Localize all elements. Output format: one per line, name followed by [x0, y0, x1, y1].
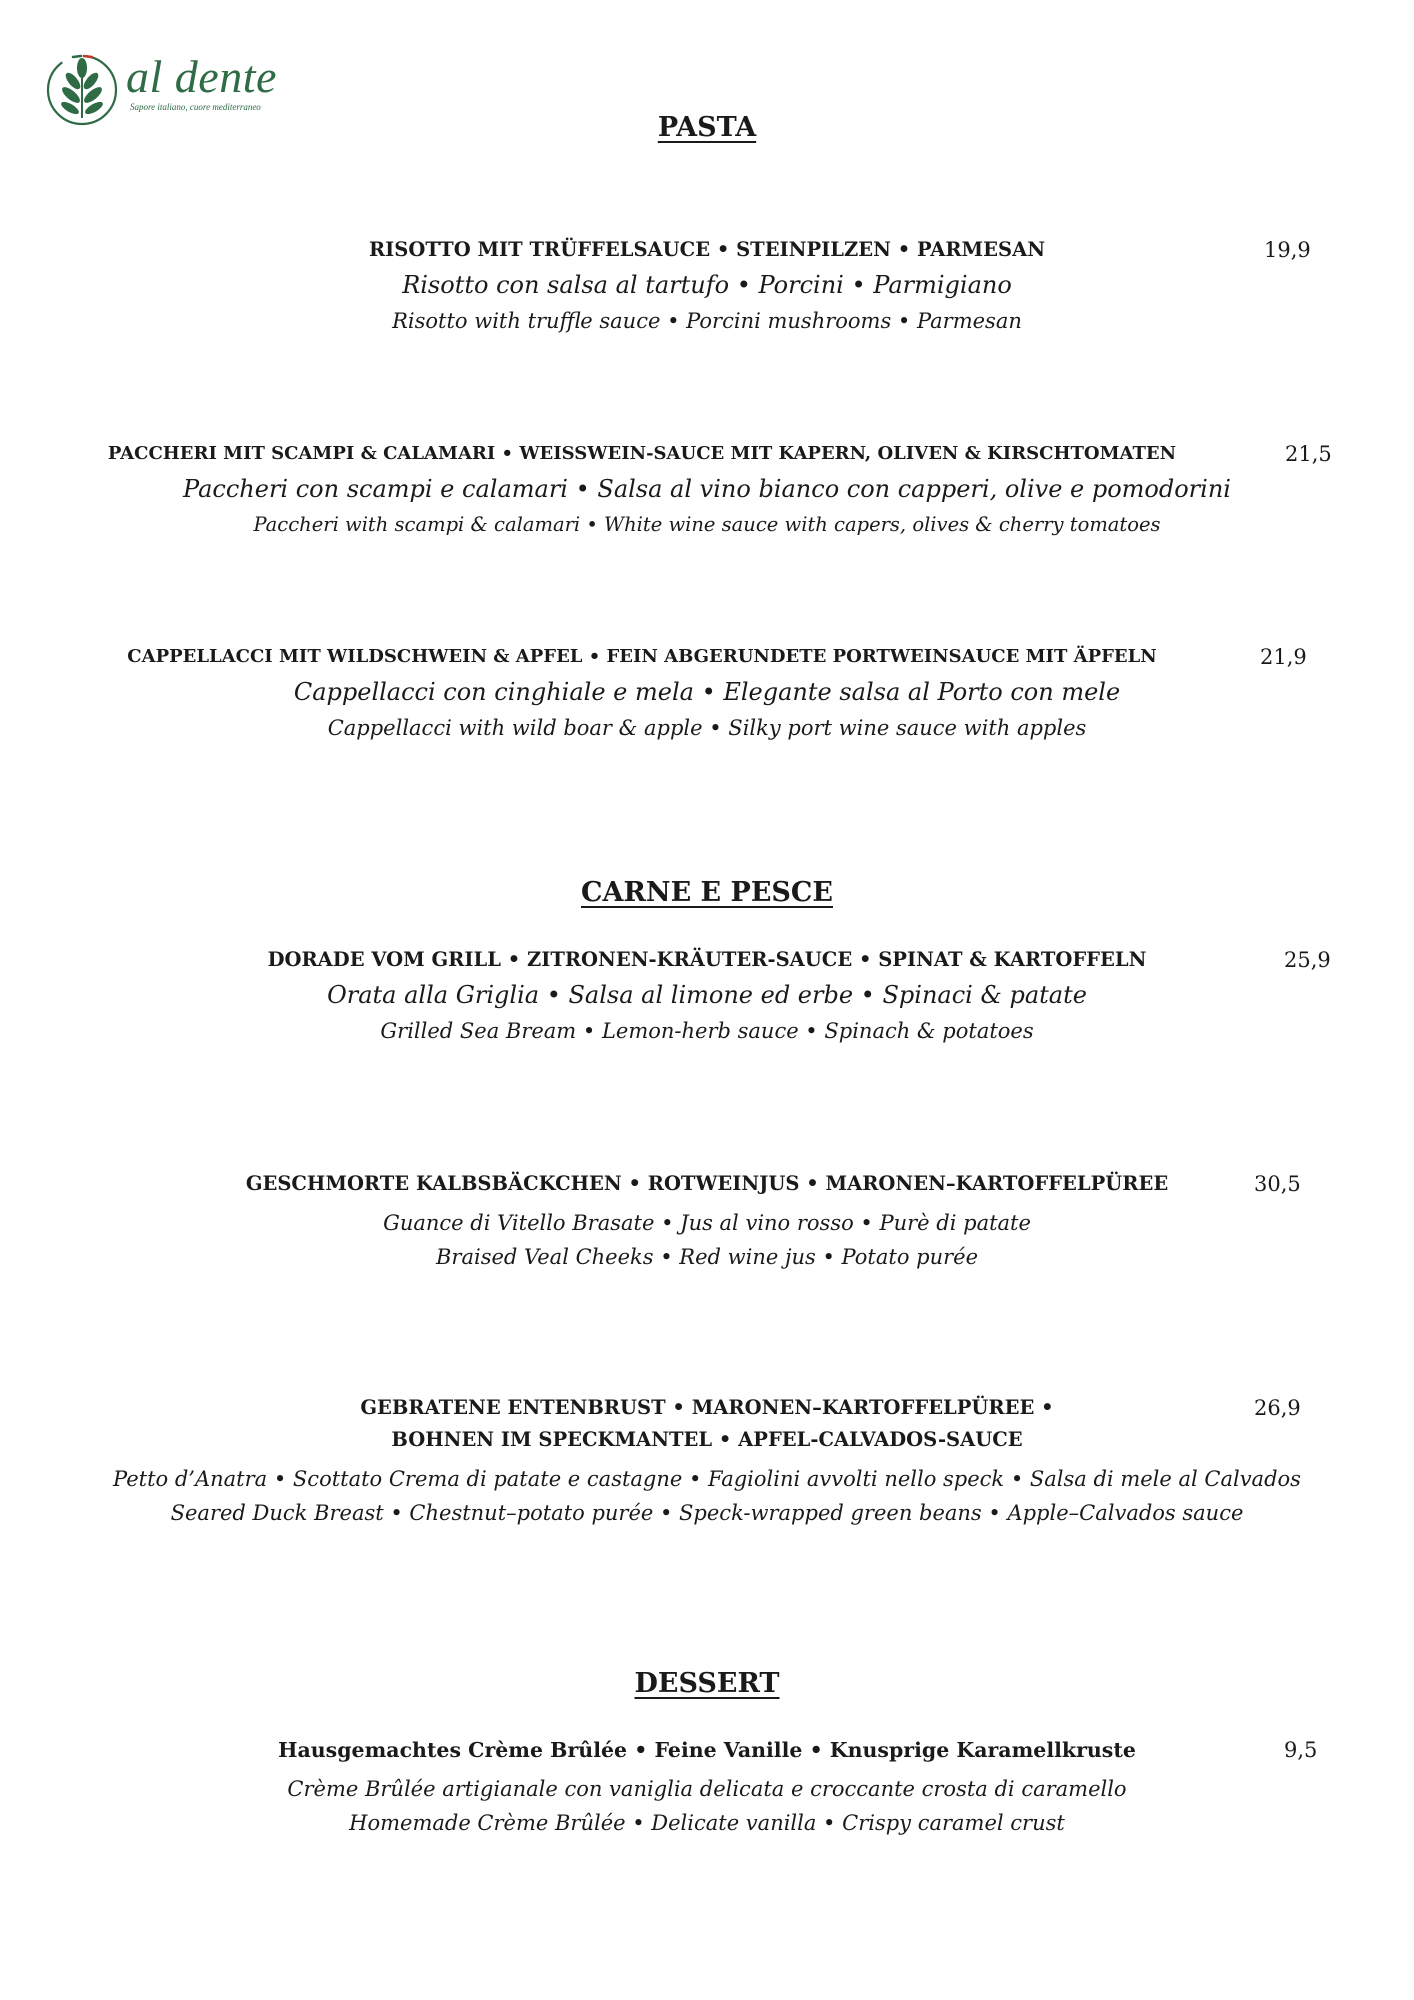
dish-price: 26,9: [1254, 1396, 1301, 1420]
dish-name: GESCHMORTE KALBSBÄCKCHEN • ROTWEINJUS • MARONEN–KARTOFFELPÜREE: [245, 1172, 1169, 1195]
dish-price: 30,5: [1254, 1172, 1301, 1196]
dish-item: [0, 641, 1414, 745]
dish-item: [0, 1734, 1414, 1840]
dish-name: PACCHERI MIT SCAMPI & CALAMARI • WEISSWEIN-SAUCE MIT KAPERN, OLIVEN & KIRSCHTOMATEN: [107, 443, 1177, 464]
dish-name: CAPPELLACCI MIT WILDSCHWEIN & APFEL • FEIN ABGERUNDETE PORTWEINSAUCE MIT ÄPFELN: [127, 646, 1157, 667]
section-title-pasta: PASTA: [657, 112, 757, 143]
dish-item: [0, 1392, 1414, 1530]
dish-item: [0, 1168, 1414, 1274]
dish-italian: Guance di Vitello Brasate • Jus al vino rosso • Purè di patate: [383, 1211, 1031, 1235]
dish-name-line-2: BOHNEN IM SPECKMANTEL • APFEL-CALVADOS-SAUCE: [391, 1428, 1023, 1451]
dish-italian: Crème Brûlée artigianale con vaniglia delicata e croccante crosta di caramello: [287, 1777, 1127, 1801]
dish-english: Seared Duck Breast • Chestnut–potato purée • Speck-wrapped green beans • Apple–Calvados sauce: [170, 1501, 1244, 1525]
dish-price: 21,9: [1260, 645, 1307, 669]
dish-english: Homemade Crème Brûlée • Delicate vanilla • Crispy caramel crust: [349, 1811, 1065, 1835]
dish-italian: Orata alla Griglia • Salsa al limone ed erbe • Spinaci & patate: [327, 981, 1087, 1009]
brand-tagline: Sapore italiano, cuore mediterraneo: [130, 102, 261, 112]
dish-item: [0, 438, 1414, 542]
dish-english: Risotto with truffle sauce • Porcini mushrooms • Parmesan: [392, 309, 1022, 333]
dish-italian: Cappellacci con cinghiale e mela • Elegante salsa al Porto con mele: [293, 678, 1121, 706]
dish-name: DORADE VOM GRILL • ZITRONEN-KRÄUTER-SAUCE • SPINAT & KARTOFFELN: [267, 948, 1147, 971]
dish-price: 21,5: [1285, 442, 1332, 466]
dish-price: 19,9: [1264, 238, 1311, 262]
brand-name: al dente: [126, 51, 277, 102]
dish-english: Braised Veal Cheeks • Red wine jus • Potato purée: [435, 1245, 979, 1269]
dish-item: [0, 944, 1414, 1048]
dish-name: Hausgemachtes Crème Brûlée • Feine Vanille • Knusprige Karamellkruste: [278, 1738, 1136, 1762]
dish-italian: Petto d’Anatra • Scottato Crema di patate e castagne • Fagiolini avvolti nello speck • Salsa di mele al Calvados: [113, 1467, 1301, 1491]
dish-name: RISOTTO MIT TRÜFFELSAUCE • STEINPILZEN • PARMESAN: [368, 238, 1046, 261]
dish-english: Cappellacci with wild boar & apple • Silky port wine sauce with apples: [327, 716, 1087, 740]
dish-english: Grilled Sea Bream • Lemon-herb sauce • Spinach & potatoes: [380, 1019, 1034, 1043]
dish-name-line-1: GEBRATENE ENTENBRUST • MARONEN–KARTOFFELPÜREE •: [360, 1396, 1054, 1419]
section-title-dessert: DESSERT: [634, 1668, 780, 1699]
dish-italian: Risotto con salsa al tartufo • Porcini • Parmigiano: [402, 271, 1012, 299]
dish-english: Paccheri with scampi & calamari • White wine sauce with capers, olives & cherry tomatoes: [253, 513, 1161, 536]
dish-price: 9,5: [1284, 1738, 1318, 1762]
dish-item: [0, 234, 1414, 338]
section-title-carne-e-pesce: CARNE E PESCE: [581, 877, 833, 908]
dish-italian: Paccheri con scampi e calamari • Salsa al vino bianco con capperi, olive e pomodorini: [183, 475, 1231, 503]
dish-price: 25,9: [1284, 948, 1331, 972]
